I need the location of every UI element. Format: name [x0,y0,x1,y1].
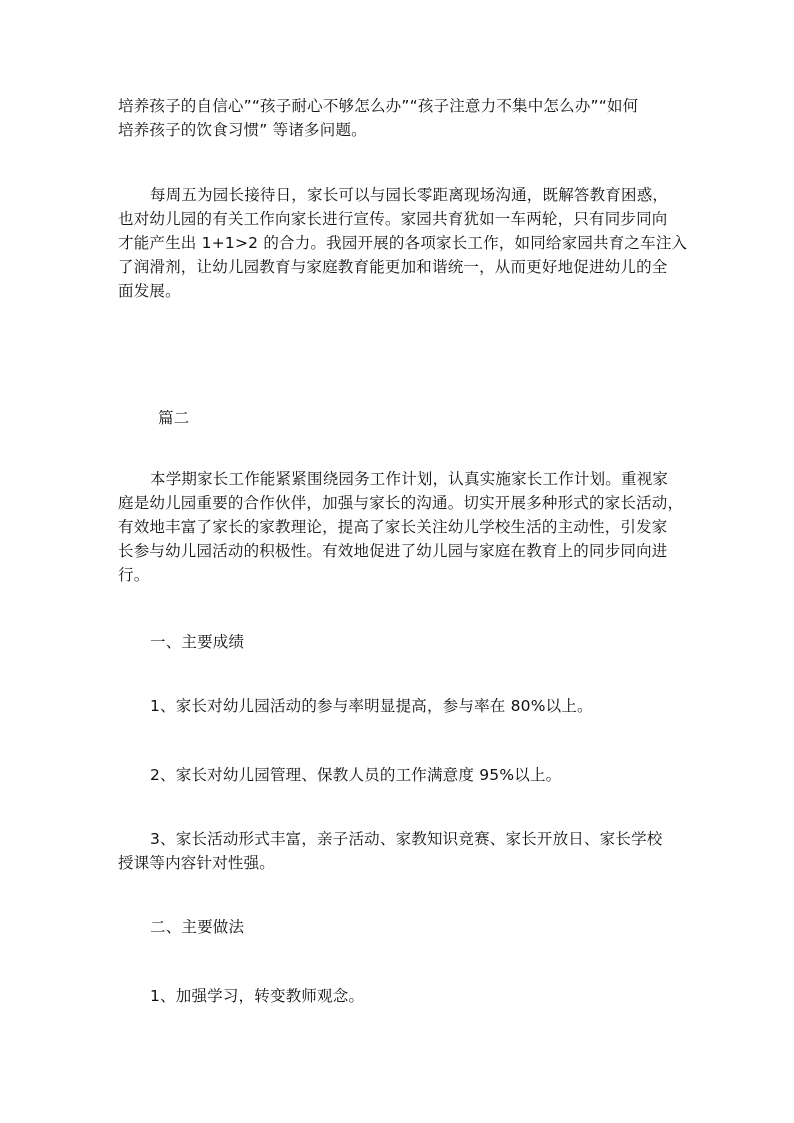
list-item-participation: 1、家长对幼儿园活动的参与率明显提高，参与率在 80%以上。 [150,697,593,715]
paragraph-summary [118,467,684,587]
text-line: 授课等内容针对性强。 [118,854,276,872]
list-item-learning: 1、加强学习，转变教师观念。 [150,987,365,1005]
text-line: 长参与幼儿园活动的积极性。有效地促进了幼儿园与家庭在教育上的同步同向进 [118,542,668,560]
text-line: 面发展。 [118,282,181,300]
heading-main-achievements: 一、主要成绩 [150,633,245,651]
paragraph-intro-continued [118,94,678,142]
text-line: 本学期家长工作能紧紧围绕园务工作计划，认真实施家长工作计划。重视家 [150,470,669,488]
list-item-satisfaction: 2、家长对幼儿园管理、保教人员的工作满意度 95%以上。 [150,766,562,784]
list-item-activity-forms [118,827,678,875]
text-line: 庭是幼儿园重要的合作伙伴，加强与家长的沟通。切实开展多种形式的家长活动， [118,494,684,512]
text-line: 培养孩子的饮食习惯” 等诸多问题。 [118,121,367,139]
text-line: 行。 [118,566,150,584]
text-line: 了润滑剂，让幼儿园教育与家庭教育能更加和谐统一，从而更好地促进幼儿的全 [118,258,668,276]
text-line: 才能产生出 1+1>2 的合力。我园开展的各项家长工作，如同给家园共育之车注入 [118,234,688,252]
text-line: 也对幼儿园的有关工作向家长进行宣传。家园共育犹如一车两轮，只有同步同向 [118,210,668,228]
text-line: 有效地丰富了家长的家教理论，提高了家长关注幼儿学校生活的主动性，引发家 [118,518,668,536]
heading-main-practices: 二、主要做法 [150,918,245,936]
text-line: 培养孩子的自信心”“孩子耐心不够怎么办”“孩子注意力不集中怎么办”“如何 [118,97,639,115]
text-line: 3、家长活动形式丰富，亲子活动、家教知识竞赛、家长开放日、家长学校 [150,830,663,848]
paragraph-principal-reception [118,183,688,303]
section-title: 篇二 [158,409,190,427]
text-line: 每周五为园长接待日，家长可以与园长零距离现场沟通，既解答教育困惑， [150,186,669,204]
